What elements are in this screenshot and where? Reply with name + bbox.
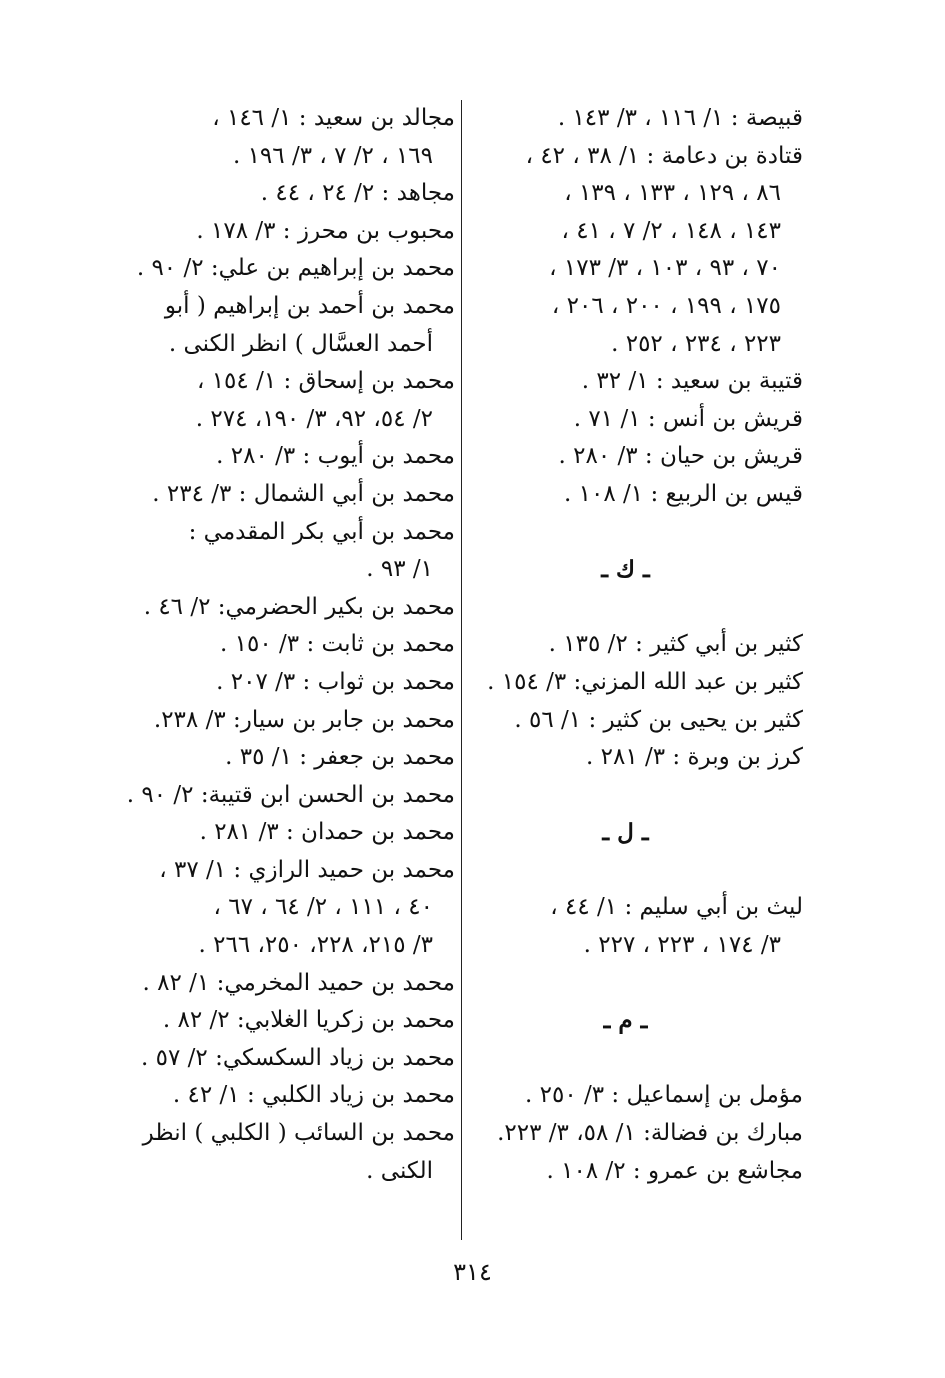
index-entry-continuation: ٤٠ ، ١١١ ، ٢/ ٦٤ ، ٦٧ ، [213, 894, 433, 921]
index-entry: مبارك بن فضالة: ١/ ٥٨، ٣/ ٢٢٣. [497, 1120, 803, 1147]
index-entry: محمد بن أحمد بن إبراهيم ( أبو [164, 292, 455, 319]
index-entry: محمد بن زياد السكسكي: ٢/ ٥٧ . [141, 1044, 455, 1071]
index-column-left [120, 100, 455, 1190]
index-column-right [468, 100, 803, 1190]
index-entry-continuation: ٨٦ ، ١٢٩ ، ١٣٣ ، ١٣٩ ، [564, 180, 781, 207]
spacer [468, 589, 803, 627]
index-entry-continuation: ٣/ ١٧٤ ، ٢٢٣ ، ٢٢٧ . [583, 932, 781, 959]
index-entry-continuation: ٢/ ٥٤، ٩٢، ٣/ ١٩٠، ٢٧٤ . [195, 405, 433, 432]
index-entry: محمد بن أبي بكر المقدمي : [188, 518, 455, 545]
index-entry: محمد بن أيوب : ٣/ ٢٨٠ . [216, 443, 455, 470]
index-entry: مؤمل بن إسماعيل : ٣/ ٢٥٠ . [524, 1082, 803, 1109]
index-entry: محمد بن ثابت : ٣/ ١٥٠ . [220, 631, 455, 658]
index-entry: محمد بن الحسن ابن قتيبة: ٢/ ٩٠ . [126, 781, 455, 808]
index-entry: قبيصة : ١/ ١١٦ ، ٣/ ١٤٣ . [557, 105, 803, 131]
letter-heading: ـ ل ـ [602, 819, 649, 847]
index-entry-continuation: ١٦٩ ، ٢/ ٧ ، ٣/ ١٩٦ . [232, 142, 433, 169]
index-entry: محمد بن ثواب : ٣/ ٢٠٧ . [216, 668, 455, 695]
spacer [468, 1040, 803, 1078]
index-entry: كثير بن أبي كثير : ٢/ ١٣٥ . [548, 631, 803, 658]
index-entry-continuation: ١/ ٩٣ . [366, 556, 433, 583]
spacer [468, 514, 803, 552]
index-entry: مجالد بن سعيد : ١/ ١٤٦ ، [212, 105, 455, 131]
index-entry: مجاهد : ٢/ ٢٤ ، ٤٤ . [260, 180, 455, 207]
index-entry: محمد بن زياد الكلبي : ١/ ٤٢ . [172, 1082, 455, 1109]
index-entry: ليث بن أبي سليم : ١/ ٤٤ ، [550, 894, 803, 921]
index-entry-continuation: ١٤٣ ، ١٤٨ ، ٢/ ٧ ، ٤١ ، [561, 217, 781, 244]
index-entry-continuation: ٧٠ ، ٩٣ ، ١٠٣ ، ٣/ ١٧٣ ، [549, 255, 781, 282]
column-divider [461, 100, 462, 1240]
spacer [468, 852, 803, 890]
index-entry-continuation: ١٧٥ ، ١٩٩ ، ٢٠٠ ، ٢٠٦ ، [551, 292, 781, 319]
index-entry: محمد بن جعفر : ١/ ٣٥ . [225, 744, 455, 771]
index-entry: قريش بن حيان : ٣/ ٢٨٠ . [558, 443, 803, 470]
index-entry: كرز بن وبرة : ٣/ ٢٨١ . [585, 744, 803, 771]
index-entry: محمد بن حمدان : ٣/ ٢٨١ . [199, 819, 455, 846]
index-entry-continuation: ٣/ ٢١٥، ٢٢٨، ٢٥٠، ٢٦٦ . [198, 932, 433, 959]
index-entry: كثير بن عبد الله المزني: ٣/ ١٥٤ . [487, 668, 803, 695]
index-entry-continuation: ٢٢٣ ، ٢٣٤ ، ٢٥٢ . [611, 330, 781, 357]
index-entry: محمد بن إبراهيم بن علي: ٢/ ٩٠ . [136, 255, 455, 282]
index-entry: قريش بن أنس : ١/ ٧١ . [573, 405, 803, 432]
index-entry: محمد بن أبي الشمال : ٣/ ٢٣٤ . [152, 480, 455, 507]
index-entry-continuation: الكنى . [366, 1157, 433, 1184]
index-entry: مجاشع بن عمرو : ٢/ ١٠٨ . [546, 1157, 803, 1184]
index-entry: قتيبة بن سعيد : ١/ ٣٢ . [581, 368, 803, 395]
index-entry: محبوب بن محرز : ٣/ ١٧٨ . [196, 217, 455, 244]
index-entry: محمد بن جابر بن سيار: ٣/ ٢٣٨. [153, 706, 455, 733]
spacer [468, 777, 803, 815]
index-entry: محمد بن بكير الحضرمي: ٢/ ٤٦ . [143, 593, 455, 620]
index-entry: محمد بن زكريا الغلابي: ٢/ ٨٢ . [162, 1007, 455, 1034]
index-entry: محمد بن السائب ( الكلبي ) انظر [142, 1120, 455, 1147]
spacer [468, 965, 803, 1003]
index-entry: كثير بن يحيى بن كثير : ١/ ٥٦ . [514, 706, 803, 733]
page-number: ٣١٤ [453, 1258, 492, 1286]
index-entry: قتادة بن دعامة : ١/ ٣٨ ، ٤٢ ، [525, 142, 803, 169]
index-entry: محمد بن حميد الرازي : ١/ ٣٧ ، [159, 856, 455, 883]
letter-heading: ـ ك ـ [601, 556, 650, 584]
index-entry: قيس بن الربيع : ١/ ١٠٨ . [564, 480, 803, 507]
index-entry: محمد بن إسحاق : ١/ ١٥٤ ، [196, 368, 455, 395]
index-entry-continuation: أحمد العسَّال ) انظر الكنى . [168, 330, 433, 357]
index-entry: محمد بن حميد المخرمي: ١/ ٨٢ . [142, 969, 455, 996]
letter-heading: ـ م ـ [603, 1007, 648, 1035]
